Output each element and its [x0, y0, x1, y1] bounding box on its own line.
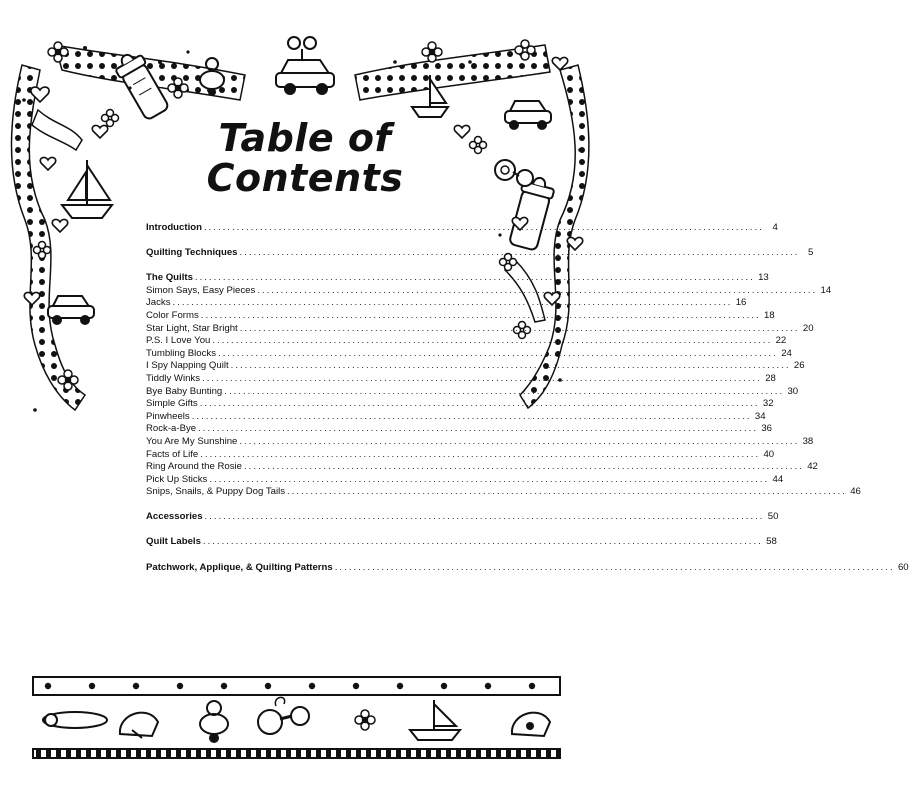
- checker-square: [506, 750, 511, 757]
- toc-entry-page: 30: [787, 385, 799, 397]
- sailboat-icon: [410, 700, 460, 740]
- checker-square: [246, 750, 251, 757]
- page-title: [190, 118, 420, 198]
- toc-entry-page: 42: [807, 461, 818, 473]
- toc-entry-quilt[interactable]: [146, 372, 776, 386]
- toc-entry-quilt[interactable]: [146, 309, 775, 323]
- toc-entry-quilt[interactable]: [146, 385, 799, 399]
- checker-square: [326, 750, 331, 757]
- toc-entry-label: Simon Says, Easy Pieces: [146, 284, 256, 296]
- toc-entry-label: P.S. I Love You: [146, 335, 211, 347]
- toc-entry-page: 5: [808, 247, 814, 259]
- toc-entry-quilt[interactable]: [146, 473, 784, 487]
- toc-entry-page: 14: [820, 284, 832, 296]
- toc-entry-quilt[interactable]: [146, 322, 814, 336]
- toc-entry-label: Ring Around the Rosie: [146, 461, 242, 473]
- toc-entry-page: 32: [762, 398, 774, 410]
- toc-entry-quilt[interactable]: [146, 486, 861, 499]
- dot-leader: ........................................................................................................................: [200, 448, 761, 460]
- checker-square: [126, 750, 131, 757]
- dot-leader: ........................................................................................................................: [191, 410, 752, 422]
- toc-entry-page: 50: [767, 511, 779, 523]
- toc-entry-label: You Are My Sunshine: [146, 435, 238, 447]
- checker-square: [286, 750, 291, 757]
- checker-square: [346, 750, 351, 757]
- checker-square: [466, 750, 471, 757]
- checker-square: [316, 750, 321, 757]
- checker-square: [116, 750, 121, 757]
- checker-square: [36, 750, 41, 757]
- checker-square: [476, 750, 481, 757]
- toc-entry-label: Facts of Life: [146, 448, 199, 460]
- checker-square: [226, 750, 231, 757]
- checker-square: [216, 750, 221, 757]
- toc-entry-page: 16: [735, 297, 747, 309]
- toc-entry-label: Tiddly Winks: [146, 372, 201, 384]
- toc-entry-label: Patchwork, Applique, & Quilting Patterns: [146, 561, 333, 573]
- checker-square: [296, 750, 301, 757]
- checker-square: [306, 750, 311, 757]
- checker-square: [186, 750, 191, 757]
- checker-square: [436, 750, 441, 757]
- flower-icon: [355, 710, 375, 730]
- dot-leader: ........................................................................................................................: [200, 309, 761, 321]
- toc-entry-page: 46: [850, 486, 861, 498]
- toc-entry-quilt[interactable]: [146, 435, 814, 449]
- toc-entry-quilt[interactable]: [146, 410, 766, 424]
- dot-leader: ........................................................................................................................: [172, 297, 733, 309]
- toy-car-icon: [48, 296, 94, 325]
- dot-leader: ........................................................................................................................: [203, 222, 764, 233]
- toc-entry-label: Tumbling Blocks: [146, 347, 217, 359]
- checker-square: [376, 750, 381, 757]
- toc-entry-page: 22: [775, 335, 787, 347]
- page-title-line-1: Table of: [218, 116, 392, 160]
- checker-square: [276, 750, 281, 757]
- toc-entry-quilt[interactable]: [146, 335, 787, 348]
- toc-entry-label: Color Forms: [146, 309, 199, 321]
- toc-entry-patterns[interactable]: [146, 561, 909, 575]
- toc-entry-page: 44: [772, 473, 784, 485]
- toc-entry-quilt[interactable]: [146, 360, 805, 373]
- checker-square: [86, 750, 91, 757]
- toc-entry-page: 36: [761, 423, 772, 435]
- toy-car-icon: [505, 101, 551, 130]
- checker-square: [96, 750, 101, 757]
- checker-square: [176, 750, 181, 757]
- toc-entry-quilt[interactable]: [146, 297, 747, 310]
- dot-leader: ........................................................................................................................: [204, 511, 765, 523]
- toc-entry-label: Quilt Labels: [146, 536, 201, 548]
- table-of-contents: [146, 222, 909, 574]
- dot-leader: ........................................................................................................................: [209, 473, 770, 485]
- baby-bonnet-icon: [120, 713, 158, 738]
- dot-leader: ........................................................................................................................: [244, 461, 804, 473]
- toc-entry-label: Bye Baby Bunting: [146, 385, 223, 397]
- dot-leader: ........................................................................................................................: [334, 561, 895, 573]
- dot-leader: ........................................................................................................................: [239, 435, 800, 447]
- toc-entry-page: 34: [754, 410, 766, 422]
- baby-bonnet-icon: [512, 713, 550, 736]
- toc-entry-quilt[interactable]: [146, 461, 818, 474]
- toc-entry-page: 40: [763, 448, 775, 460]
- checker-square: [416, 750, 421, 757]
- toc-entry-label: Pinwheels: [146, 410, 190, 422]
- checker-square: [356, 750, 361, 757]
- toc-entry-label: Quilting Techniques: [146, 247, 238, 259]
- toc-entry-label: Snips, Snails, & Puppy Dog Tails: [146, 486, 286, 498]
- dot-leader: ........................................................................................................................: [287, 486, 847, 498]
- checker-square: [66, 750, 71, 757]
- toc-entry-page: 60: [897, 561, 909, 573]
- checker-square: [156, 750, 161, 757]
- toc-entry-the-quilts[interactable]: [146, 272, 769, 285]
- checker-square: [266, 750, 271, 757]
- toc-entry-quilt[interactable]: [146, 423, 772, 436]
- checker-square: [46, 750, 51, 757]
- toc-entry-page: 58: [766, 536, 777, 548]
- dot-leader: ........................................................................................................................: [194, 272, 755, 284]
- pacifier-icon: [200, 701, 228, 743]
- checker-square: [146, 750, 151, 757]
- checker-square: [516, 750, 521, 757]
- checker-square: [546, 750, 551, 757]
- toc-entry-accessories[interactable]: [146, 511, 779, 524]
- toc-entry-introduction[interactable]: [146, 222, 778, 235]
- toc-entry-label: Accessories: [146, 511, 203, 523]
- dot-leader: ........................................................................................................................: [212, 335, 773, 347]
- checker-square: [106, 750, 111, 757]
- checker-square: [536, 750, 541, 757]
- toc-entry-page: 24: [781, 347, 792, 359]
- checker-square: [136, 750, 141, 757]
- rattle-icon: [258, 697, 309, 734]
- toc-entry-quilt[interactable]: [146, 398, 774, 411]
- checker-square: [336, 750, 341, 757]
- dot-leader: ........................................................................................................................: [239, 247, 800, 259]
- dot-leader: ........................................................................................................................: [202, 372, 762, 384]
- toc-entry-quilt-labels[interactable]: [146, 536, 777, 549]
- checker-square: [386, 750, 391, 757]
- dot-leader: ........................................................................................................................: [199, 398, 760, 410]
- dot-leader: ........................................................................................................................: [257, 284, 818, 296]
- checker-square: [206, 750, 211, 757]
- checker-square: [526, 750, 531, 757]
- checker-square: [56, 750, 61, 757]
- toc-entry-quilt[interactable]: [146, 284, 832, 298]
- checker-square: [456, 750, 461, 757]
- checker-square: [426, 750, 431, 757]
- toc-entry-label: Pick Up Sticks: [146, 473, 208, 485]
- checker-square: [496, 750, 501, 757]
- toc-entry-label: The Quilts: [146, 272, 193, 284]
- toc-entry-page: 26: [793, 360, 805, 372]
- checker-square: [446, 750, 451, 757]
- toc-entry-quilt[interactable]: [146, 347, 792, 361]
- dot-leader: ........................................................................................................................: [198, 423, 758, 435]
- dot-leader: ........................................................................................................................: [230, 360, 791, 372]
- dot-leader: ........................................................................................................................: [218, 347, 778, 359]
- toc-entry-label: Simple Gifts: [146, 398, 198, 410]
- toc-entry-page: 38: [802, 435, 814, 447]
- toc-entry-label: Rock-a-Bye: [146, 423, 197, 435]
- safety-pin-icon: [43, 712, 107, 728]
- toc-entry-page: 4: [772, 222, 778, 233]
- page-title-line-2: Contents: [206, 156, 404, 200]
- dot-leader: ........................................................................................................................: [239, 322, 800, 334]
- toc-entry-quilting-techniques[interactable]: [146, 247, 814, 260]
- checker-square: [406, 750, 411, 757]
- toc-entry-page: 20: [802, 322, 814, 334]
- toc-entry-page: 28: [765, 372, 776, 384]
- dot-leader: ........................................................................................................................: [202, 536, 763, 548]
- checker-square: [366, 750, 371, 757]
- toc-entry-page: 13: [758, 272, 769, 284]
- checker-square: [256, 750, 261, 757]
- checker-square: [556, 750, 561, 757]
- toy-car-icon: [276, 37, 334, 95]
- checker-square: [396, 750, 401, 757]
- toc-entry-page: 18: [763, 309, 775, 321]
- checker-square: [236, 750, 241, 757]
- toc-entry-label: Star Light, Star Bright: [146, 322, 238, 334]
- dot-leader: ........................................................................................................................: [224, 385, 785, 397]
- checker-square: [76, 750, 81, 757]
- checker-square: [486, 750, 491, 757]
- checker-square: [196, 750, 201, 757]
- toc-entry-label: Jacks: [146, 297, 171, 309]
- toc-entry-quilt[interactable]: [146, 448, 775, 462]
- rattle-icon: [495, 160, 533, 186]
- toc-entry-label: I Spy Napping Quilt: [146, 360, 229, 372]
- toc-entry-label: Introduction: [146, 222, 202, 233]
- baby-bottle-icon: [507, 174, 556, 251]
- sailboat-icon: [62, 160, 112, 218]
- checker-square: [166, 750, 171, 757]
